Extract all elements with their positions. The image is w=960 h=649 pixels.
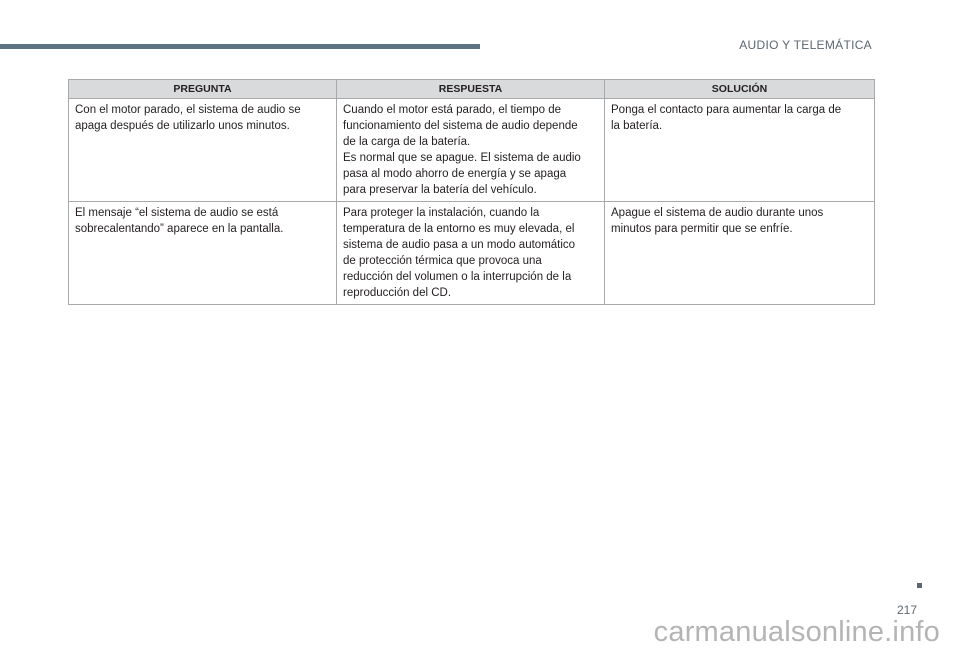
text-line: de protección térmica que provoca una: [343, 255, 542, 267]
solution-cell: [605, 202, 875, 305]
watermark: carmanualsonline.info: [653, 616, 940, 648]
table-row: [69, 202, 875, 305]
text-line: Apague el sistema de audio durante unos: [611, 207, 824, 219]
table-row: [69, 99, 875, 202]
table-header-row: [69, 80, 875, 99]
answer-cell: [337, 202, 605, 305]
text-line: para preservar la batería del vehículo.: [343, 184, 537, 196]
solution-cell: [605, 99, 875, 202]
header-accent-bar: [0, 44, 480, 49]
text-line: de la carga de la batería.: [343, 136, 471, 148]
text-line: temperatura de la entorno es muy elevada, el: [343, 223, 575, 235]
text-line: minutos para permitir que se enfríe.: [611, 223, 793, 235]
text-line: Ponga el contacto para aumentar la carga de: [611, 104, 842, 116]
text-line: pasa al modo ahorro de energía y se apaga: [343, 168, 567, 180]
text-line: la batería.: [611, 120, 663, 132]
question-cell: [69, 99, 337, 202]
answer-cell: [337, 99, 605, 202]
text-line: Con el motor parado, el sistema de audio se: [75, 104, 301, 116]
text-line: Para proteger la instalación, cuando la: [343, 207, 540, 219]
faq-table: [68, 79, 875, 305]
section-title: AUDIO Y TELEMÁTICA: [739, 38, 872, 52]
text-line: sistema de audio pasa a un modo automático: [343, 239, 576, 251]
text-line: sobrecalentando” aparece en la pantalla.: [75, 223, 284, 235]
text-line: El mensaje “el sistema de audio se está: [75, 207, 279, 219]
page-marker-square: [917, 583, 922, 588]
text-line: Es normal que se apague. El sistema de audio: [343, 152, 581, 164]
question-cell: [69, 202, 337, 305]
column-header-solucion: SOLUCIÓN: [605, 80, 875, 99]
text-line: apaga después de utilizarlo unos minutos.: [75, 120, 290, 132]
text-line: Cuando el motor está parado, el tiempo de: [343, 104, 561, 116]
text-line: reproducción del CD.: [343, 287, 452, 299]
column-header-respuesta: RESPUESTA: [337, 80, 605, 99]
column-header-pregunta: PREGUNTA: [69, 80, 337, 99]
page-number: 217: [896, 603, 917, 617]
text-line: funcionamiento del sistema de audio depende: [343, 120, 578, 132]
text-line: reducción del volumen o la interrupción de la: [343, 271, 572, 283]
